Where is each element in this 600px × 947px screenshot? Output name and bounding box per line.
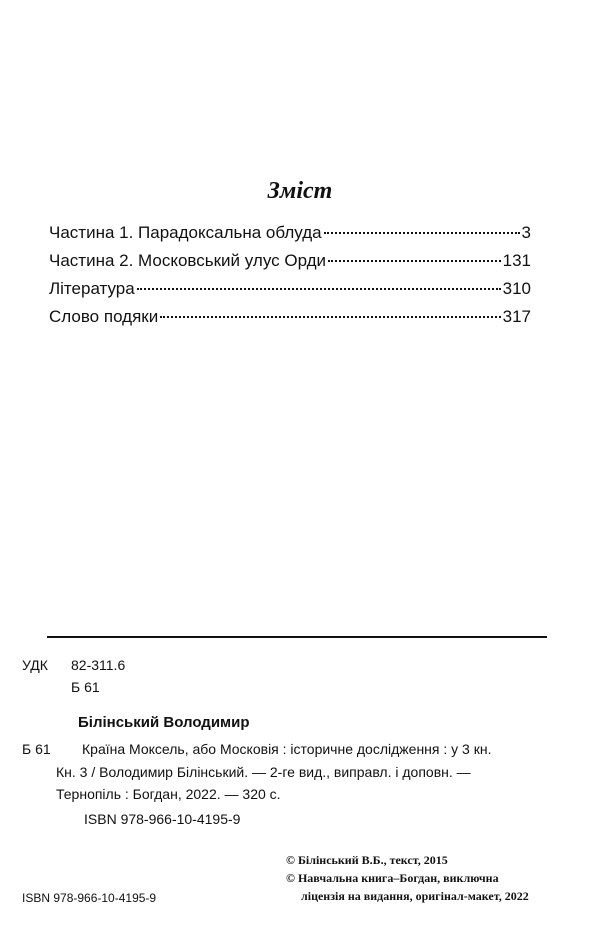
toc-dot-leader [160, 316, 500, 318]
toc-entry-page: 131 [502, 251, 531, 270]
udk-label: УДК [22, 657, 48, 673]
section-divider [47, 636, 547, 638]
isbn: ISBN 978-966-10-4195-9 [84, 811, 241, 827]
footer-isbn: ISBN 978-966-10-4195-9 [22, 891, 157, 905]
bib-description-line: Кн. 3 / Володимир Білінський. — 2-ге вид., виправл. і доповн. — [56, 764, 471, 780]
author-heading: Білінський Володимир [78, 714, 250, 731]
toc-entry [49, 219, 531, 247]
udk-value: 82-311.6 [71, 657, 126, 673]
toc-entry-title: Частина 1. Парадоксальна облуда [49, 223, 322, 242]
toc-entry-page: 310 [502, 279, 531, 298]
bbk-value: Б 61 [71, 679, 100, 695]
bib-description-line: Країна Моксель, або Московія : історичне дослідження : у 3 кн. [82, 741, 492, 757]
author-sign: Б 61 [22, 741, 51, 757]
copyright-line: © Навчальна книга–Богдан, виключна [286, 871, 499, 885]
toc-entry [49, 303, 531, 331]
toc-entry [49, 275, 531, 303]
copyright-line: © Білінський В.Б., текст, 2015 [286, 853, 448, 867]
table-of-contents [49, 219, 531, 331]
toc-dot-leader [137, 288, 501, 290]
toc-entry-page: 3 [521, 223, 531, 242]
toc-entry-page: 317 [502, 307, 531, 326]
toc-dot-leader [324, 232, 520, 234]
toc-entry [49, 247, 531, 275]
bib-description-line: Тернопіль : Богдан, 2022. — 320 с. [56, 786, 281, 802]
toc-entry-title: Слово подяки [49, 307, 159, 326]
toc-entry-title: Література [49, 279, 135, 298]
toc-dot-leader [328, 260, 501, 262]
toc-title: Зміст [267, 178, 333, 204]
copyright-line: ліцензія на видання, оригінал-макет, 2022 [301, 889, 529, 903]
toc-entry-title: Частина 2. Московський улус Орди [49, 251, 327, 270]
